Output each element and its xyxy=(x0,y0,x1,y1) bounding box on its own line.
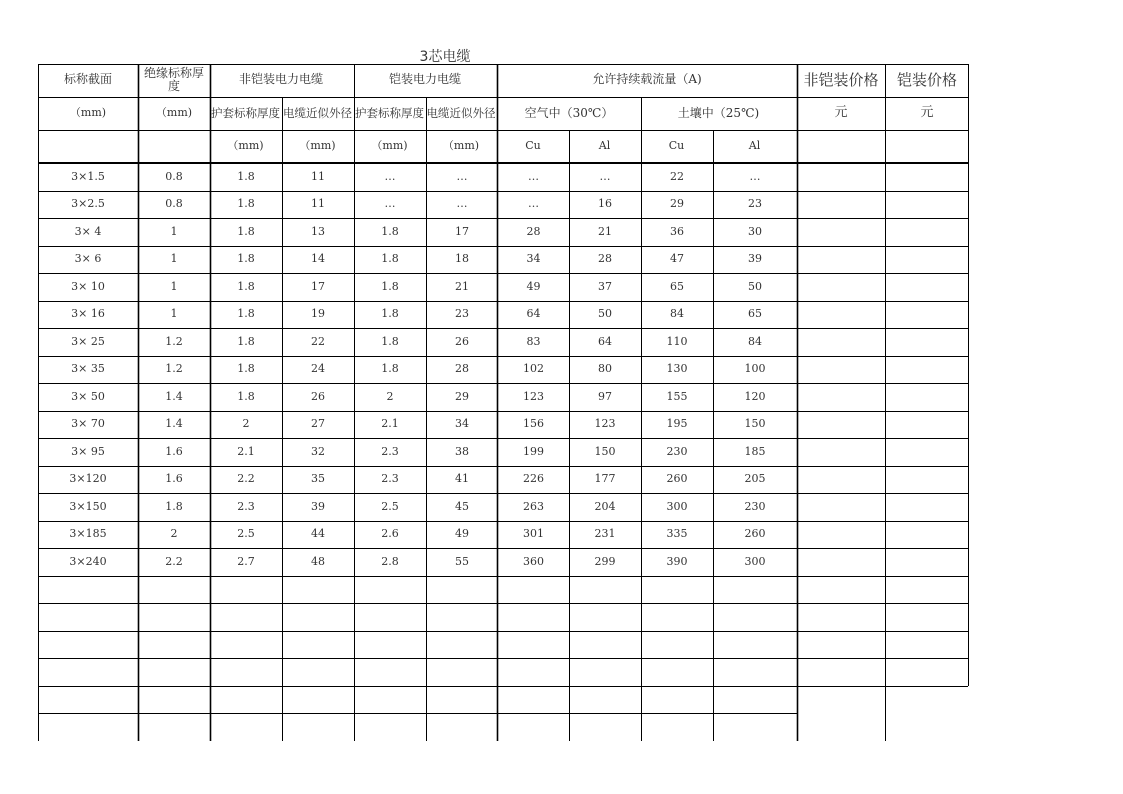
table-cell: 84 xyxy=(748,334,762,348)
table-cell: … xyxy=(384,169,396,183)
table-cell: 100 xyxy=(744,362,766,376)
header-non-armored-cable: 非铠装电力电缆 xyxy=(238,72,323,87)
table-cell: 80 xyxy=(598,362,612,376)
header-insulation-unit: （mm) xyxy=(155,106,193,120)
table-cell: 1.8 xyxy=(237,169,255,183)
header-allowed-current: 允许持续载流量（A) xyxy=(592,72,702,87)
table-title: 3芯电缆 xyxy=(419,49,471,65)
table-cell: 17 xyxy=(311,279,325,293)
header-cu-soil: Cu xyxy=(668,139,685,153)
row-section-cell: 3× 70 xyxy=(71,417,105,431)
row-section-cell: 3× 10 xyxy=(71,279,105,293)
table-cell: 263 xyxy=(523,499,544,513)
table-cell: 26 xyxy=(455,334,469,348)
header-yuan-armored: 元 xyxy=(920,105,934,121)
table-cell: 2.5 xyxy=(237,527,255,541)
row-section-cell: 3×150 xyxy=(69,499,107,513)
table-cell: … xyxy=(456,169,468,183)
table-cell: 185 xyxy=(744,444,766,458)
table-cell: 39 xyxy=(748,252,762,266)
row-section-cell: 3× 16 xyxy=(71,307,105,321)
header-mm-diameter-non-armored: （mm) xyxy=(299,139,336,153)
table-cell: 36 xyxy=(670,224,684,238)
table-cell: 204 xyxy=(594,499,616,513)
table-cell: 28 xyxy=(598,252,612,266)
row-section-cell: 3× 95 xyxy=(71,444,105,458)
table-cell: 35 xyxy=(311,472,325,486)
table-cell: 97 xyxy=(598,389,612,403)
table-cell: 17 xyxy=(455,224,469,238)
row-section-cell: 3× 35 xyxy=(71,362,105,376)
table-cell: 28 xyxy=(526,224,541,238)
table-cell: 2.2 xyxy=(237,472,255,486)
table-cell: 39 xyxy=(311,499,325,513)
header-outer-diameter-non-armored: 电缆近似外径 xyxy=(283,106,352,121)
table-cell: 38 xyxy=(455,444,469,458)
table-cell: 205 xyxy=(744,472,766,486)
table-cell: 1.8 xyxy=(381,334,399,348)
table-cell: 1 xyxy=(170,279,178,293)
table-cell: 123 xyxy=(594,417,616,431)
table-cell: 130 xyxy=(666,362,688,376)
table-cell: 65 xyxy=(748,307,762,321)
table-cell: 21 xyxy=(455,279,469,293)
table-cell: 27 xyxy=(311,417,325,431)
table-cell: 23 xyxy=(748,197,762,211)
table-cell: 1.8 xyxy=(237,252,255,266)
table-cell: 1.8 xyxy=(381,279,399,293)
table-cell: 64 xyxy=(598,334,612,348)
table-cell: 48 xyxy=(311,554,325,568)
table-cell: 1 xyxy=(170,252,178,266)
table-cell: 2.6 xyxy=(381,527,399,541)
row-section-cell: 3× 6 xyxy=(74,252,102,266)
table-cell: 2.2 xyxy=(165,554,183,568)
table-cell: 260 xyxy=(666,472,688,486)
row-section-cell: 3×240 xyxy=(69,554,107,568)
row-section-cell: 3×185 xyxy=(69,527,107,541)
table-cell: 1.8 xyxy=(237,197,255,211)
row-section-cell: 3×2.5 xyxy=(71,197,105,211)
table-cell: 2 xyxy=(242,417,250,431)
table-cell: 11 xyxy=(311,197,325,211)
table-cell: 123 xyxy=(523,389,544,403)
header-cu-air: Cu xyxy=(525,139,541,153)
table-cell: 1.8 xyxy=(381,307,399,321)
table-cell: … xyxy=(456,197,468,211)
table-cell: 390 xyxy=(666,554,688,568)
table-cell: 1.8 xyxy=(237,224,255,238)
table-cell: 50 xyxy=(598,307,612,321)
table-cell: 24 xyxy=(311,362,325,376)
table-cell: 30 xyxy=(748,224,762,238)
table-cell: 1.6 xyxy=(165,472,183,486)
table-cell: 1.8 xyxy=(237,334,255,348)
table-cell: 1.4 xyxy=(165,389,183,403)
table-cell: 150 xyxy=(744,417,766,431)
row-section-cell: 3× 25 xyxy=(71,334,105,348)
table-cell: 1.8 xyxy=(237,389,255,403)
table-cell: 44 xyxy=(311,527,325,541)
table-cell: 231 xyxy=(594,527,616,541)
table-cell: 2.1 xyxy=(237,444,255,458)
header-non-armored-price: 非铠装价格 xyxy=(803,70,879,89)
header-outer-diameter-armored: 电缆近似外径 xyxy=(426,106,496,121)
table-cell: 110 xyxy=(666,334,688,348)
header-mm-sheath-armored: （mm) xyxy=(371,139,408,153)
table-cell: … xyxy=(384,197,396,211)
table-cell: 2.3 xyxy=(237,499,255,513)
table-cell: 21 xyxy=(598,224,612,238)
table-cell: 49 xyxy=(455,527,469,541)
table-cell: 34 xyxy=(526,252,541,266)
header-mm-sheath-non-armored: （mm) xyxy=(227,139,264,153)
table-cell: 150 xyxy=(594,444,616,458)
header-section-unit: （mm) xyxy=(69,106,107,120)
table-cell: 34 xyxy=(455,417,469,431)
table-cell: 1.8 xyxy=(237,307,255,321)
row-section-cell: 3× 50 xyxy=(71,389,105,403)
table-cell: 156 xyxy=(523,417,544,431)
table-cell: 2.5 xyxy=(381,499,399,513)
table-cell: 65 xyxy=(670,279,684,293)
table-cell: 1.6 xyxy=(165,444,183,458)
table-cell: 22 xyxy=(670,169,684,183)
header-al-soil: Al xyxy=(748,139,761,153)
table-cell: 1.8 xyxy=(381,224,399,238)
row-section-cell: 3×1.5 xyxy=(71,169,105,183)
table-cell: 84 xyxy=(670,307,684,321)
table-cell: 177 xyxy=(594,472,616,486)
table-cell: 2.3 xyxy=(381,444,399,458)
table-cell: 226 xyxy=(523,472,544,486)
header-yuan-non-armored: 元 xyxy=(834,105,848,121)
table-cell: 32 xyxy=(311,444,325,458)
table-cell: 155 xyxy=(666,389,688,403)
table-cell: 1 xyxy=(170,307,178,321)
table-cell: 1.2 xyxy=(165,334,183,348)
header-armored-price: 铠装价格 xyxy=(896,70,957,89)
table-cell: … xyxy=(749,169,761,183)
header-al-air: Al xyxy=(598,139,611,153)
table-cell: 1.8 xyxy=(381,252,399,266)
table-cell: 260 xyxy=(744,527,766,541)
table-cell: 120 xyxy=(744,389,766,403)
table-cell: 41 xyxy=(455,472,469,486)
table-cell: 2.3 xyxy=(381,472,399,486)
table-cell: 2 xyxy=(170,527,178,541)
table-cell: 2.7 xyxy=(237,554,255,568)
table-cell: 1.8 xyxy=(237,279,255,293)
table-cell: … xyxy=(528,197,539,211)
table-cell: 22 xyxy=(311,334,325,348)
table-cell: 1.8 xyxy=(237,362,255,376)
table-cell: 1.4 xyxy=(165,417,183,431)
table-cell: 2.1 xyxy=(381,417,399,431)
header-sheath-thickness-armored: 护套标称厚度 xyxy=(355,106,424,121)
table-cell: 37 xyxy=(598,279,612,293)
table-cell: 195 xyxy=(666,417,688,431)
header-soil: 土壤中（25℃) xyxy=(677,105,760,120)
table-cell: 29 xyxy=(455,389,469,403)
table-cell: 1.8 xyxy=(381,362,399,376)
table-cell: 55 xyxy=(455,554,469,568)
table-cell: 360 xyxy=(523,554,544,568)
table-cell: 83 xyxy=(526,334,541,348)
table-cell: 299 xyxy=(594,554,616,568)
table-cell: 1 xyxy=(170,224,178,238)
table-cell: 18 xyxy=(455,252,469,266)
table-cell: 300 xyxy=(666,499,688,513)
table-cell: 230 xyxy=(666,444,688,458)
table-cell: … xyxy=(528,169,539,183)
table-cell: 11 xyxy=(311,169,325,183)
header-sheath-thickness-non-armored: 护套标称厚度 xyxy=(211,106,280,121)
table-cell: 49 xyxy=(526,279,541,293)
table-cell: 199 xyxy=(523,444,544,458)
table-cell: 47 xyxy=(670,252,684,266)
table-cell: … xyxy=(599,169,611,183)
table-cell: 230 xyxy=(744,499,766,513)
table-cell: 14 xyxy=(311,252,325,266)
header-insulation-thickness: 绝缘标称厚度 xyxy=(143,65,204,93)
header-nominal-section: 标称截面 xyxy=(63,72,112,87)
table-cell: 0.8 xyxy=(165,169,183,183)
header-air: 空气中（30℃） xyxy=(524,105,614,120)
row-section-cell: 3×120 xyxy=(69,472,107,486)
row-section-cell: 3× 4 xyxy=(74,224,102,238)
table-cell: 300 xyxy=(744,554,766,568)
table-cell: 28 xyxy=(455,362,469,376)
table-cell: 335 xyxy=(666,527,688,541)
header-armored-cable: 铠装电力电缆 xyxy=(388,72,461,87)
table-cell: 26 xyxy=(311,389,325,403)
table-cell: 50 xyxy=(748,279,762,293)
table-cell: 2.8 xyxy=(381,554,399,568)
table-cell: 45 xyxy=(455,499,469,513)
table-cell: 29 xyxy=(670,197,684,211)
table-cell: 16 xyxy=(598,197,612,211)
table-cell: 1.8 xyxy=(165,499,183,513)
table-cell: 1.2 xyxy=(165,362,183,376)
table-cell: 64 xyxy=(526,307,541,321)
table-cell: 2 xyxy=(386,389,394,403)
table-cell: 19 xyxy=(311,307,325,321)
table-cell: 301 xyxy=(523,527,544,541)
table-cell: 23 xyxy=(455,307,469,321)
table-cell: 102 xyxy=(523,362,544,376)
header-mm-diameter-armored: （mm) xyxy=(442,139,480,153)
table-cell: 0.8 xyxy=(165,197,183,211)
table-cell: 13 xyxy=(311,224,325,238)
